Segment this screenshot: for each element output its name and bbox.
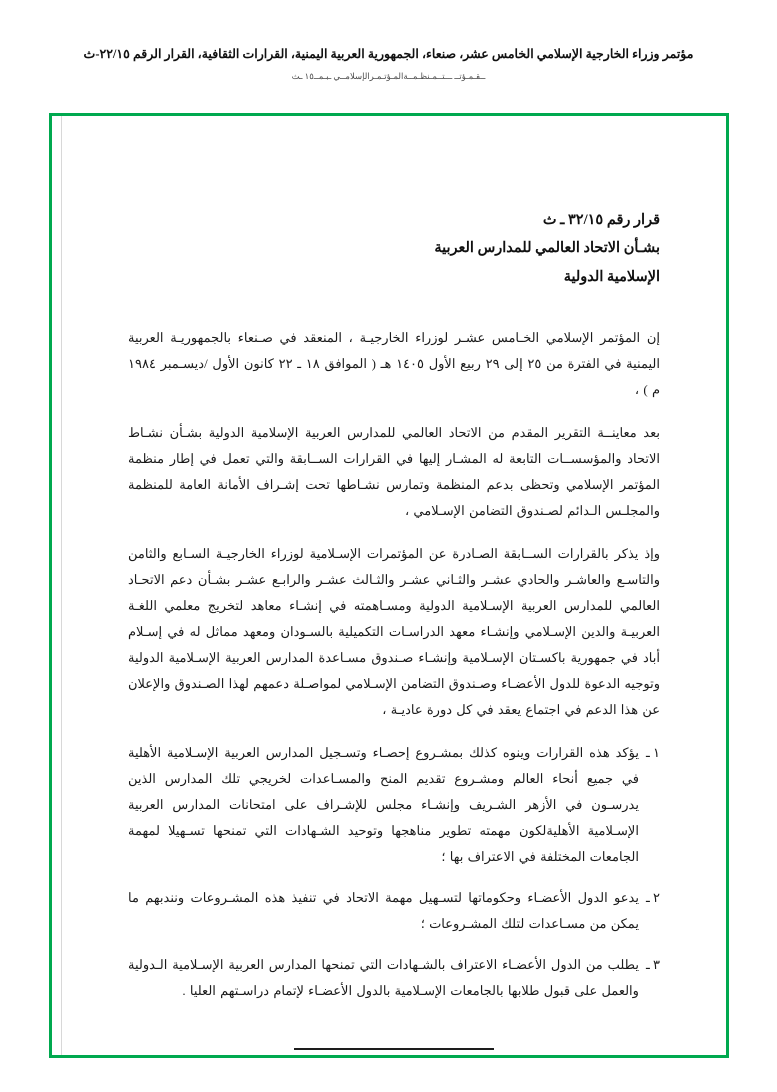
document-body <box>128 206 660 1050</box>
resolution-number: قرار رقم ٣٢/١٥ ـ ث <box>542 212 660 228</box>
preamble-paragraph-2: بعد معاينــة التقرير المقدم من الاتحاد العالمي للمدارس العربية الإسلامية الدولية بشـأن نشـاط الاتحاد والمؤسســات التابعة له المشـار إليها في القرارات الســابقة والتي تعمل في إطار منظمة المؤتمر الإسلامي وتحظى بدعم المنظمة وتمارس نشـاطها تحت إشـراف الأمانة العامة للمنظمة والمجلـس الـدائم لصـندوق التضامن الإسـلامي ، <box>128 424 660 518</box>
operative-item-3-number: ٣ ـ <box>645 956 660 972</box>
frame-inner <box>52 116 726 1055</box>
end-of-text-rule-wrap <box>128 1048 660 1050</box>
green-border-frame <box>49 113 729 1058</box>
header-subtitle-line: ــقـمـؤتــ ـــتــمـنظـمــةالمـؤتـمـرالإسلامــي ـبـمــ١٥ ـث <box>291 71 486 81</box>
operative-item-3-text: يطلب من الدول الأعضـاء الاعتراف بالشـهادات التي تمنحها المدارس العربية الإسـلامية الـدولية والعمل على قبول طلابها بالجامعات الإسـلامية بالدول الأعضـاء لإتمام دراسـتهم العليا . <box>128 956 639 998</box>
preamble-paragraph-1: إن المؤتمر الإسلامي الخـامس عشـر لوزراء الخارجيـة ، المنعقد في صـنعاء بالجمهوريـة العربية اليمنية في الفترة من ٢٥ إلى ٢٩ ربيع الأول ١٤٠٥ هـ ( الموافق ١٨ ـ ٢٢ كانون الأول /ديسـمبر ١٩٨٤ م ) ، <box>128 329 660 397</box>
resolution-subject-line-2: الإسلامية الدولية <box>563 268 660 285</box>
resolution-title-block <box>128 206 660 291</box>
end-of-text-rule <box>294 1048 494 1050</box>
preamble-paragraph-3: وإذ يذكر بالقرارات الســابقة الصـادرة عن المؤتمرات الإسـلامية لوزراء الخارجيـة السـابع والثامن والتاسـع والعاشـر والحادي عشـر والثـاني عشـر والثـالث عشـر والرابـع عشـر بشـأن دعم الاتحـاد العالمي للمدارس العربية الإسـلامية الدولية ومسـاهمته في إنشـاء معاهد لتخريج معلمي اللغـة العربيـة والدين الإسـلامي وإنشـاء معهد الدراسـات التكميلية بالسـودان ومعهد مماثل له في إسـلام أباد في جمهورية باكسـتان الإسـلامية وإنشـاء صـندوق مسـاعدة المدارس العربية الإسـلامية الدولية وتوجيه الدعوة للدول الأعضـاء وصـندوق التضامن الإسـلامي لمواصـلة دعمهم لهذا الصـندوق والإعلان عن هذا الدعم في اجتماع يعقد في كل دورة عاديـة ، <box>128 545 660 717</box>
header-title-line: مؤتمر وزراء الخارجية الإسلامي الخامس عشر، صنعاء، الجمهورية العربية اليمنية، القرارات الثقافية، القرار الرقم ٢٢/١٥-ث <box>83 47 694 61</box>
operative-item-1-text: يؤكد هذه القرارات وينوه كذلك بمشـروع إحصـاء وتسـجيل المدارس العربية الإسـلامية الأهلية في جميع أنحاء العالم ومشـروع تقديم المنح والمسـاعدات لخريجي تلك المدارس الذين يدرسـون في الأزهر الشـريف وإنشـاء مجلس للإشـراف على امتحانات المدارس العربية الإسـلامية الأهليةلكون مهمته تطوير مناهجها وتوحيد الشـهادات التي تمنحها تسـهيلا لمهمة الجامعات المختلفة في الاعتراف بها ؛ <box>128 744 639 864</box>
operative-item-1-number: ١ ـ <box>645 744 660 760</box>
document-running-header <box>0 46 777 82</box>
operative-item-3 <box>128 952 660 1004</box>
operative-item-2 <box>128 885 660 937</box>
resolution-subject-line-1: بشـأن الاتحاد العالمي للمدارس العربية <box>434 240 660 257</box>
operative-item-2-text: يدعو الدول الأعضـاء وحكوماتها لتسـهيل مهمة الاتحاد في تنفيذ هذه المشـروعات ونندبهم ما يمكن من مسـاعدات لتلك المشـروعات ؛ <box>128 889 639 931</box>
operative-item-2-number: ٢ ـ <box>645 889 660 905</box>
gutter-rule <box>52 116 62 1055</box>
operative-item-1 <box>128 740 660 870</box>
